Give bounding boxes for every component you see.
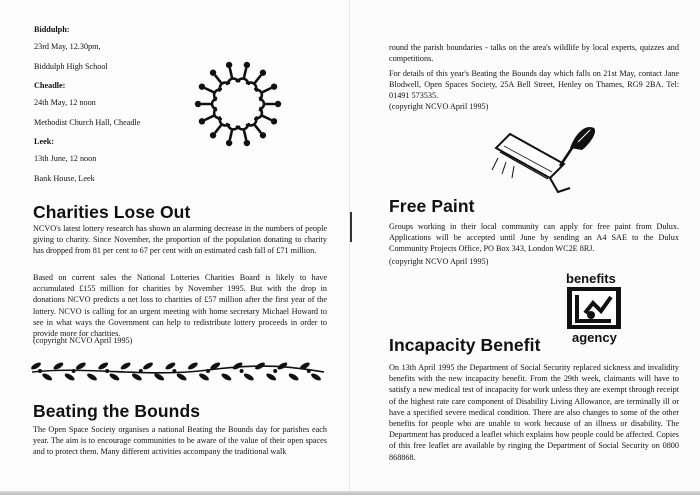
garland-leaf <box>198 372 210 382</box>
scan-mark <box>350 212 352 242</box>
circle-of-people-icon <box>188 54 288 154</box>
figure-head <box>195 101 201 107</box>
beating-paragraph-1-continued: round the parish boundaries - talks on the area's wildlife by local experts, quizzes and competitions. <box>389 43 679 64</box>
listing-date: 24th May, 12 noon <box>34 98 96 107</box>
garland-leaf <box>288 372 300 382</box>
garland-berry <box>240 369 244 373</box>
figure-body <box>255 126 260 132</box>
garland-berry <box>105 369 109 373</box>
listing-town: Biddulph: <box>34 25 70 34</box>
garland-leaf <box>64 372 76 382</box>
garland-leaf <box>108 372 120 382</box>
figure-body <box>263 116 270 119</box>
logo-benefits-text: benefits <box>566 271 616 286</box>
garland-leaf <box>142 361 154 371</box>
paint-heading: Free Paint <box>389 196 475 216</box>
garland-berry <box>206 369 210 373</box>
figure-body <box>216 126 221 132</box>
logo-agency-text: agency <box>572 330 617 345</box>
figure-body <box>216 76 221 82</box>
figure-head <box>244 140 250 146</box>
listing-venue: Methodist Church Hall, Cheadle <box>34 117 141 127</box>
charities-paragraph-2: Based on current sales the National Lotteries Charities Board is likely to have accumulated £155 million for charities by November 1995. But with the drop in donations NCVO predicts a net loss to charities of £57 million after the first year of the lottery. NCVO is calling for an urgent meeting with home secretary Michael Howard to see in what ways the Government can help to redistribute lottery proceeds in order to provide more for charities. <box>33 273 327 339</box>
listing-venue: Bank House, Leek <box>34 173 95 183</box>
figure-head <box>226 140 232 146</box>
garland-leaf <box>41 372 53 382</box>
figure-head <box>226 62 232 68</box>
garland-berry <box>38 369 42 373</box>
benefits-agency-logo <box>566 272 624 346</box>
figure-body <box>230 69 232 77</box>
meeting-listings <box>34 24 184 192</box>
charities-paragraph-1: NCVO's latest lottery research has shown an alarming decrease in the numbers of people giving to charity. Since November, the proportion of the population donating to charity has dropped from 81 per cent to 67 per cent with an estimated cash fall of £71 million. <box>33 224 327 256</box>
paint-copyright: (copyright NCVO April 1995) <box>389 257 489 266</box>
figure-head <box>275 101 281 107</box>
figure-body <box>206 116 213 119</box>
garland-leaf <box>131 372 143 382</box>
garland-berry <box>307 369 311 373</box>
garland-leaf <box>310 372 322 382</box>
listing-date: 13th June, 12 noon <box>34 154 97 163</box>
garland-leaf <box>120 361 132 371</box>
garland-leaf <box>75 361 87 371</box>
charities-copyright: (copyright NCVO April 1995) <box>33 336 133 345</box>
garland-berry <box>273 369 277 373</box>
figure-body <box>206 88 213 91</box>
figure-body <box>255 76 260 82</box>
charities-heading: Charities Lose Out <box>33 202 191 222</box>
garland-berry <box>72 369 76 373</box>
listing-town: Leek: <box>34 137 55 146</box>
listing-date: 23rd May, 12.30pm, <box>34 42 101 51</box>
incapacity-paragraph: On 13th April 1995 the Department of Social Security replaced sickness and invalidity benefits with the new incapacity benefit. From the 29th week, claimants will have to satisfy a new medical test of incapacity for work unless they are exempt through receipt of the highest rate care component of Disability Living Allowance, are terminally ill or have a specified severe medical condition. There are also changes to some of the other benefits for people who are unable to work because of an illness or disability. The Department has produced a leaflet which explains how people could be affected. Copies of this free leaflet are available by ringing the Department of Social Security on 0800 868868. <box>389 363 679 462</box>
paint-paragraph: Groups working in their local community can apply for free paint from Dulux. Applications will be accepted until June by sending an A4 SAE to the Dulux Community Projects Office, PO Box 343, London WC2E 8RJ. <box>389 222 679 254</box>
incapacity-heading: Incapacity Benefit <box>389 335 541 355</box>
figure-body <box>230 131 232 139</box>
beating-paragraph-2: For details of this year's Beating the Bounds day which falls on 21st May, contact Jane Blodwell, Open Spaces Society, 25A Bell Street, Henley on Thames, RG9 2BA. Tel: 01491 573535. <box>389 69 679 101</box>
listing-venue: Biddulph High School <box>34 61 108 71</box>
garland-leaf <box>86 372 98 382</box>
figure-body <box>244 69 246 77</box>
figure-head <box>271 118 277 124</box>
beating-copyright: (copyright NCVO April 1995) <box>389 102 489 111</box>
figure-head <box>199 83 205 89</box>
figure-body <box>263 88 270 91</box>
benefits-agency-emblem-icon <box>567 287 621 329</box>
garland-berry <box>139 369 143 373</box>
scan-bottom-edge <box>0 491 700 495</box>
figure-head <box>244 62 250 68</box>
garland-leaf <box>265 372 277 382</box>
figure-head <box>271 83 277 89</box>
garland-leaf <box>187 361 199 371</box>
page-fold <box>349 0 350 495</box>
garland-leaf <box>243 372 255 382</box>
figure-body <box>244 131 246 139</box>
garland-berry <box>172 369 176 373</box>
paint-roller-icon <box>490 118 602 202</box>
figure-head <box>199 118 205 124</box>
garland-leaf <box>220 372 232 382</box>
leaf-garland-icon <box>28 358 328 384</box>
beating-heading: Beating the Bounds <box>33 401 201 421</box>
garland-leaf <box>52 361 64 371</box>
listing-town: Cheadle: <box>34 81 66 90</box>
garland-leaf <box>176 372 188 382</box>
beating-paragraph-1: The Open Space Society organises a national Beating the Bounds day for parishes each year. The aim is to encourage communities to be aware of the value of their open spaces and to protect them. Many different activities accompany the traditional walk <box>33 425 327 457</box>
